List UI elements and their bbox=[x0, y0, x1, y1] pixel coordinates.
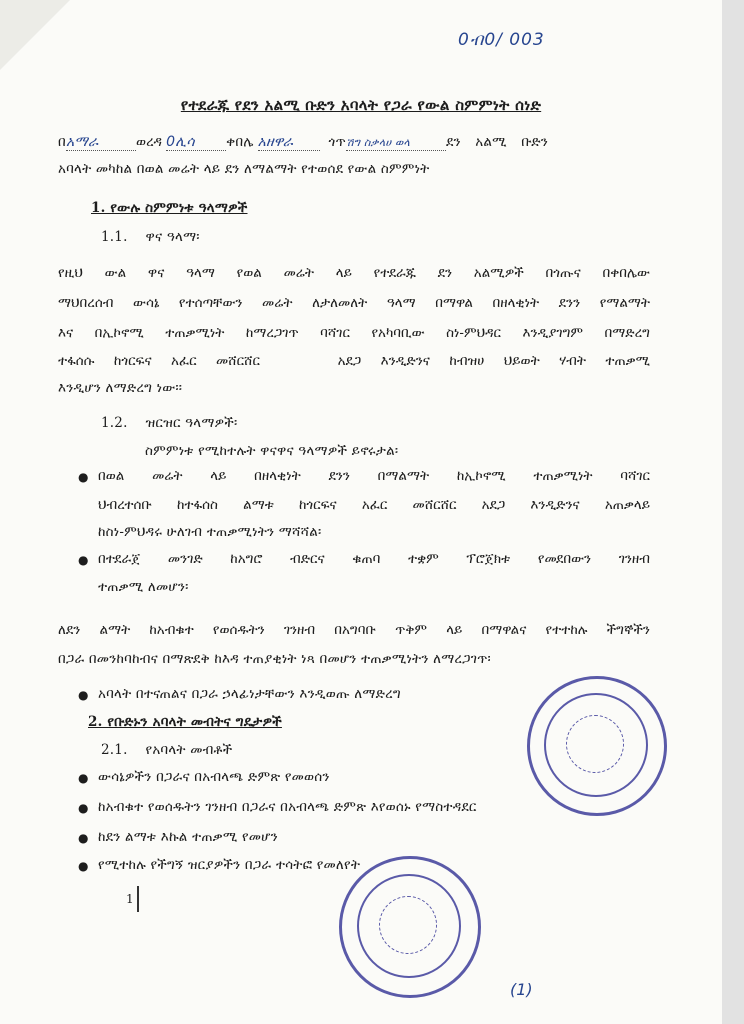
intro-line-1 bbox=[58, 134, 548, 151]
bullet-dot: ● bbox=[78, 831, 89, 845]
bullet-dot: ● bbox=[78, 553, 89, 567]
bullet-dot: ● bbox=[78, 470, 89, 484]
section-1-heading: 1. የውሉ ስምምነቱ ዓላማዎች bbox=[91, 200, 248, 216]
para1-line-5: እንዲሆን ለማድረግ ነው፡፡ bbox=[58, 380, 183, 396]
intro-line-2: አባላት መካከል በወል መሬት ላይ ደን ለማልማት የተወሰደ የውል ስምምነት bbox=[58, 161, 430, 177]
got-handwritten: ሽግ ስቃላሀ ወላ bbox=[345, 136, 410, 149]
para1-line-3: እና በኢኮኖሚ ተጠቃሚነት ከማረጋገጥ ባሻገር የአካባቢው ስነ-ምህዳር እንዲያገግም በማድረግ bbox=[58, 325, 650, 341]
bullet-dot: ● bbox=[78, 688, 89, 702]
para1-line-4: ተፋሰሱ ከጎርፍና አፈር መሸርሸር አደጋ እንዲድንና ከብዝሀ ህይወት ሃብት ተጠቃሚ bbox=[58, 353, 650, 369]
rights-item-4: የሚተከሉ የችግኝ ዝርያዎችን በጋራ ተሳትፎ የመለየት bbox=[98, 857, 361, 873]
folded-corner bbox=[0, 0, 70, 70]
margin-mark bbox=[137, 886, 139, 912]
region-handwritten: አማራ bbox=[65, 134, 99, 150]
bullet1b-line-1: በተደራጀ መንገድ ከአግሮ ብድርና ቁጠባ ተቋም ፕሮጀክቱ የመደበውን ገንዘብ bbox=[98, 551, 650, 567]
para1-line-2: ማህበረሰብ ውሳኔ የተሰጣቸውን መሬት ለታለመለት ዓላማ በማዋል በዘላቂነት ደንን የማልማት bbox=[58, 295, 650, 311]
reference-number: 0ብ0/ 003 bbox=[458, 30, 545, 50]
official-stamp-icon bbox=[527, 676, 667, 816]
got-label: ጎጥ bbox=[328, 134, 346, 150]
para2-line-1: ለደን ልማት ከአብቁተ የወሰዱትን ገንዘብ በአግባቡ ጥቅም ላይ በማዋልና የተተከሉ ችግኞችን bbox=[58, 622, 650, 638]
rights-item-3: ከደን ልማቱ እኩል ተጠቃሚ የመሆን bbox=[98, 829, 278, 845]
bullet1a-line-2: ህብረተሰቡ ከተፋሰስ ልማቱ ከጎርፍና አፈር መሸርሸር አደጋ እንዲድንና አጠቃላይ bbox=[98, 497, 650, 513]
kebele-handwritten: አዘዋራ bbox=[257, 134, 293, 150]
woreda-label: ወረዳ bbox=[135, 134, 163, 150]
rights-item-2: ከአብቁተ የወሰዱትን ገንዘብ በጋራና በአብላጫ ድምጽ እየወሰኑ የማስተዳደር bbox=[98, 799, 477, 815]
section-2-1-heading: 2.1. የአባላት መብቶች bbox=[101, 742, 233, 758]
intro-suffix: ደን አልሚ ቡድን bbox=[445, 134, 549, 150]
bullet-dot: ● bbox=[78, 771, 89, 785]
intro-prefix: በ bbox=[58, 134, 66, 150]
bullet1a-line-1: በወል መሬት ላይ በዘላቂነት ደንን በማልማት ከኢኮኖሚ ተጠቃሚነት ባሻገር bbox=[98, 468, 650, 484]
document-title: የተደራጁ የደን አልሚ ቡድን አባላት የጋራ የውል ስምምነት ሰነድ bbox=[180, 96, 542, 114]
kebele-label: ቀበሌ bbox=[226, 134, 254, 150]
section-1-1-heading: 1.1. ዋና ዓላማ፡ bbox=[101, 229, 200, 245]
page-edge-shadow bbox=[722, 0, 744, 1024]
bullet1b-line-2: ተጠቃሚ ለመሆን፡ bbox=[98, 579, 189, 595]
section-1-2-heading: 1.2. ዝርዝር ዓላማዎች፡ bbox=[101, 415, 238, 431]
section-1-2-intro: ስምምነቱ የሚከተሉት ዋናዋና ዓላማዎች ይኖሩታል፡ bbox=[145, 443, 399, 459]
woreda-handwritten: 0ሊሳ bbox=[166, 134, 195, 150]
para1-line-1: የዚህ ውል ዋና ዓላማ የወል መሬት ላይ የተደራጁ ደን አልሚዎች በጎጡና በቀበሌው bbox=[58, 265, 650, 281]
bullet-dot: ● bbox=[78, 859, 89, 873]
official-stamp-icon bbox=[339, 856, 481, 998]
page-number: (1) bbox=[510, 980, 533, 999]
para2-line-2: በጋራ በመንከባከብና በማጽደቅ ከእዳ ተጠያቂነት ነጻ በመሆን ተጠቃሚነትን ለማረጋገጥ፡ bbox=[58, 651, 491, 667]
section-2-heading: 2. የቡድኑን አባላት መብትና ግዴታዎች bbox=[88, 714, 282, 730]
footnote-mark: 1 bbox=[126, 892, 134, 906]
rights-item-1: ውሳኔዎችን በጋራና በአብላጫ ድምጽ የመወሰን bbox=[98, 769, 330, 785]
bullet1a-line-3: ከስነ-ምህዳሩ ሁለገብ ተጠቃሚነትን ማሻሻል፡ bbox=[98, 524, 322, 540]
bullet2-text: አባላት በተናጠልና በጋራ ኃላፊነታቸውን እንዲወጡ ለማድረግ bbox=[98, 686, 401, 702]
bullet-dot: ● bbox=[78, 801, 89, 815]
